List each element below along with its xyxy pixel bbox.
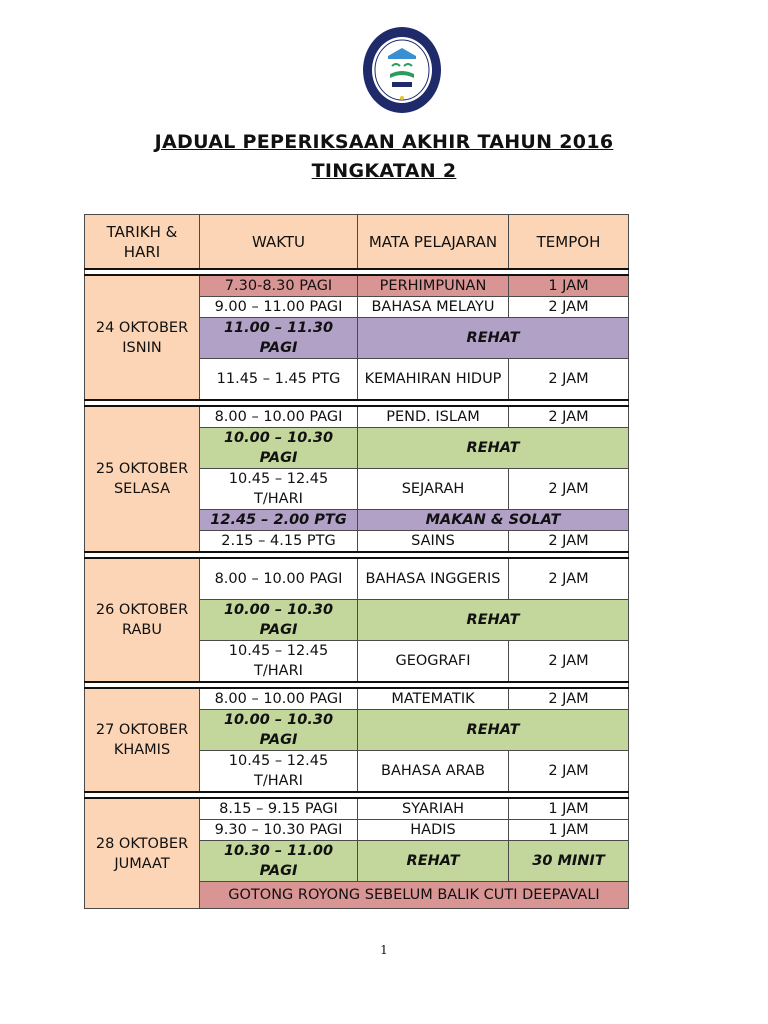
duration-cell: 2 JAM: [509, 688, 629, 710]
duration-cell: 30 MINIT: [509, 841, 629, 882]
day-cell: [85, 798, 200, 909]
document-subtitle: TINGKATAN 2: [311, 160, 457, 182]
day-date: 28 OKTOBER: [95, 835, 189, 852]
subject-cell: SYARIAH: [358, 798, 509, 820]
day-name: SELASA: [113, 481, 171, 497]
duration-cell: 2 JAM: [509, 531, 629, 553]
subject-cell: SAINS: [358, 531, 509, 553]
time-cell: 11.00 – 11.30 PAGI: [200, 318, 358, 359]
subject-cell: HADIS: [358, 820, 509, 841]
time-cell: 8.00 – 10.00 PAGI: [200, 406, 358, 428]
school-logo: [362, 26, 442, 114]
duration-cell: 2 JAM: [509, 406, 629, 428]
time-cell: 7.30-8.30 PAGI: [200, 275, 358, 297]
day-name: JUMAAT: [114, 855, 170, 872]
day-date: 27 OKTOBER: [95, 722, 189, 738]
time-cell: 10.45 – 12.45 T/HARI: [200, 469, 358, 510]
duration-cell: 2 JAM: [509, 359, 629, 401]
column-header-date: TARIKH & HARI: [85, 215, 200, 270]
day-name: KHAMIS: [113, 742, 171, 758]
time-cell: 9.00 – 11.00 PAGI: [200, 297, 358, 318]
table-row: [85, 798, 629, 820]
duration-cell: 1 JAM: [509, 275, 629, 297]
break-cell: REHAT: [358, 600, 629, 641]
day-name: ISNIN: [122, 339, 162, 356]
document-title: JADUAL PEPERIKSAAN AKHIR TAHUN 2016: [154, 131, 614, 153]
subject-cell: MATEMATIK: [358, 688, 509, 710]
day-name: RABU: [122, 622, 162, 638]
note-cell: GOTONG ROYONG SEBELUM BALIK CUTI DEEPAVALI: [200, 882, 629, 909]
break-cell: MAKAN & SOLAT: [358, 510, 629, 531]
subject-cell: PEND. ISLAM: [358, 406, 509, 428]
duration-cell: 2 JAM: [509, 297, 629, 318]
subject-cell: PERHIMPUNAN: [358, 275, 509, 297]
break-cell: REHAT: [358, 710, 629, 751]
time-cell: 8.00 – 10.00 PAGI: [200, 688, 358, 710]
duration-cell: 1 JAM: [509, 798, 629, 820]
time-cell: 8.15 – 9.15 PAGI: [200, 798, 358, 820]
time-cell: 10.45 – 12.45 T/HARI: [200, 641, 358, 683]
time-cell: 11.45 – 1.45 PTG: [200, 359, 358, 401]
table-row: [85, 406, 629, 428]
day-date: 26 OKTOBER: [95, 602, 189, 618]
subject-cell: GEOGRAFI: [358, 641, 509, 683]
subject-cell: SEJARAH: [358, 469, 509, 510]
duration-cell: 2 JAM: [509, 469, 629, 510]
exam-schedule-table: [84, 214, 629, 909]
table-row: [85, 558, 629, 600]
time-cell: 10.45 – 12.45 T/HARI: [200, 751, 358, 793]
duration-cell: 2 JAM: [509, 751, 629, 793]
day-cell: [85, 558, 200, 682]
time-cell: 10.00 – 10.30 PAGI: [200, 600, 358, 641]
time-cell: 2.15 – 4.15 PTG: [200, 531, 358, 553]
table-header-row: [85, 215, 629, 270]
break-cell: REHAT: [358, 428, 629, 469]
day-date: 25 OKTOBER: [95, 461, 189, 477]
column-header-time: WAKTU: [200, 215, 358, 270]
day-cell: [85, 688, 200, 792]
column-header-duration: TEMPOH: [509, 215, 629, 270]
page-number: 1: [380, 943, 388, 957]
time-cell: 10.30 – 11.00 PAGI: [200, 841, 358, 882]
subject-cell: BAHASA ARAB: [358, 751, 509, 793]
table-row: [85, 275, 629, 297]
time-cell: 12.45 – 2.00 PTG: [200, 510, 358, 531]
table-row: [85, 688, 629, 710]
day-date: 24 OKTOBER: [95, 319, 189, 336]
day-cell: [85, 406, 200, 552]
subject-cell: KEMAHIRAN HIDUP: [358, 359, 509, 401]
break-cell: REHAT: [358, 841, 509, 882]
column-header-subject: MATA PELAJARAN: [358, 215, 509, 270]
time-cell: 10.00 – 10.30 PAGI: [200, 710, 358, 751]
subject-cell: BAHASA MELAYU: [358, 297, 509, 318]
time-cell: 10.00 – 10.30 PAGI: [200, 428, 358, 469]
duration-cell: 2 JAM: [509, 641, 629, 683]
time-cell: 8.00 – 10.00 PAGI: [200, 558, 358, 600]
subject-cell: BAHASA INGGERIS: [358, 558, 509, 600]
duration-cell: 1 JAM: [509, 820, 629, 841]
time-cell: 9.30 – 10.30 PAGI: [200, 820, 358, 841]
duration-cell: 2 JAM: [509, 558, 629, 600]
break-cell: REHAT: [358, 318, 629, 359]
day-cell: [85, 275, 200, 400]
